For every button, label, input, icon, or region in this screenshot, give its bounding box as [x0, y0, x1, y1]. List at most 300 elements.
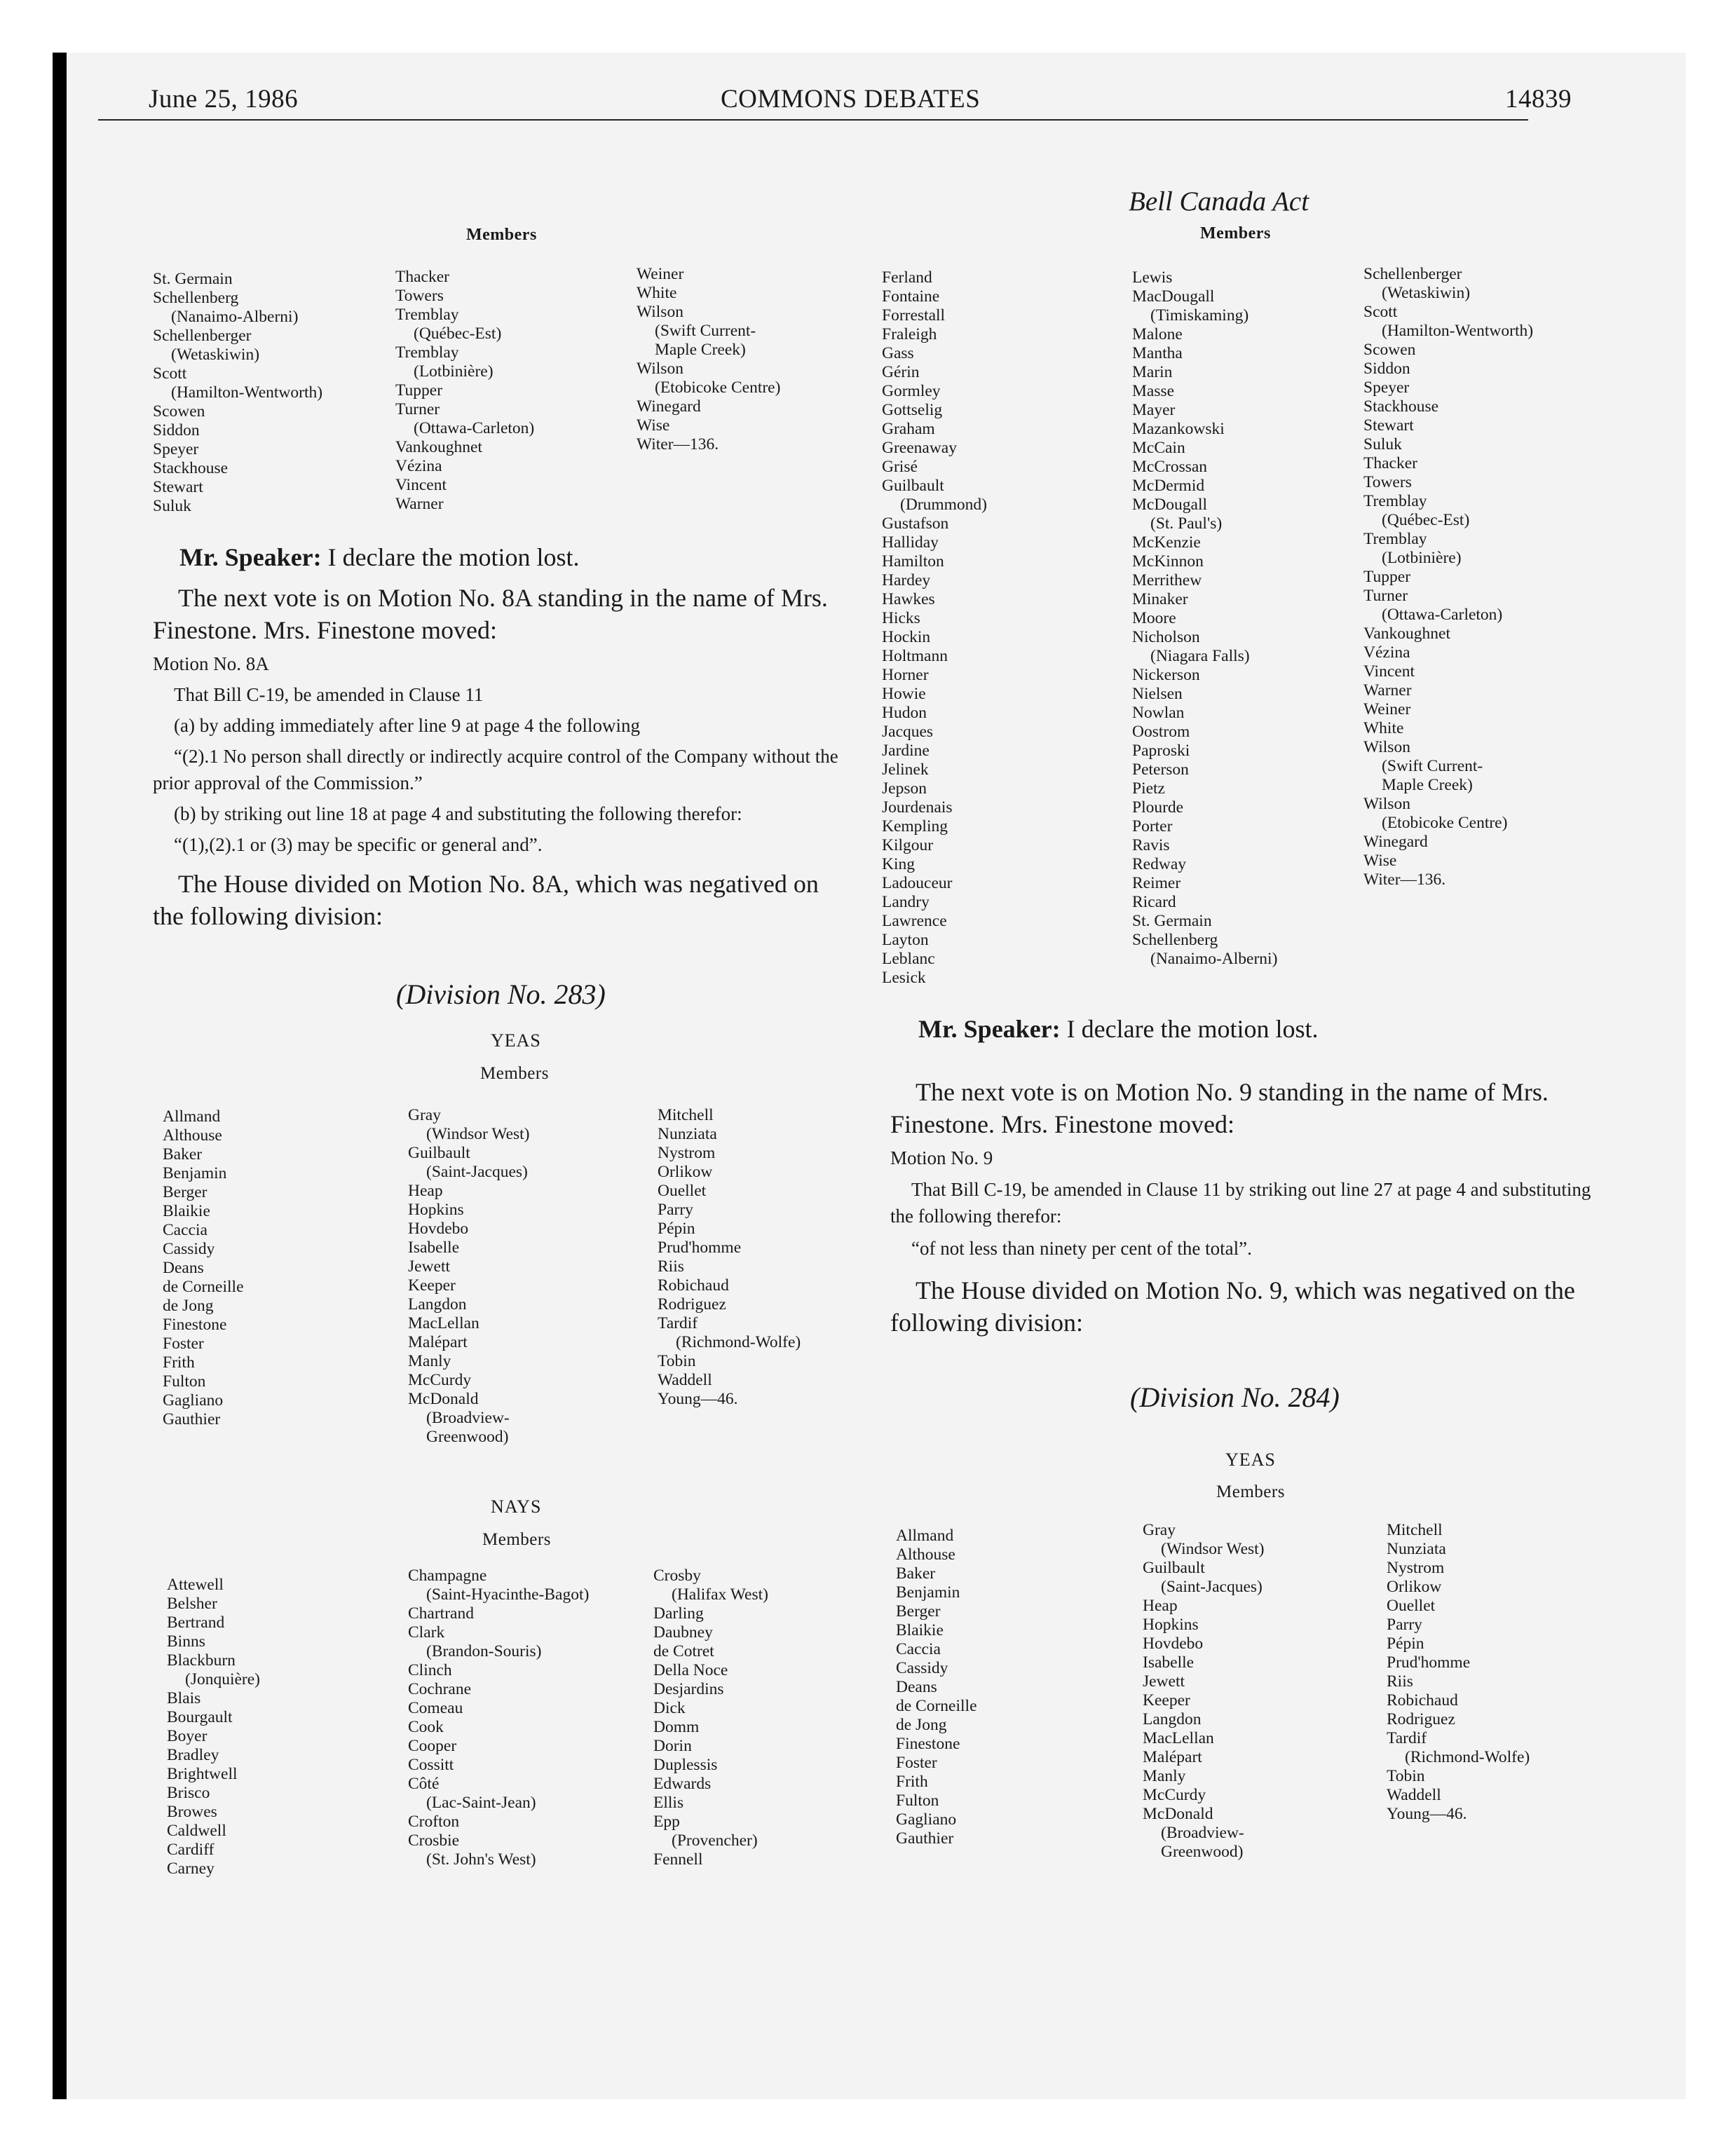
member-name: (Nanaimo-Alberni) — [1150, 950, 1278, 968]
member-name: Towers — [395, 287, 444, 305]
member-name: (Halifax West) — [672, 1585, 768, 1604]
member-name: McKenzie — [1132, 533, 1201, 552]
member-name: Cassidy — [896, 1659, 948, 1677]
member-name: Vézina — [1363, 643, 1410, 662]
motion-label: Motion No. 9 — [890, 1147, 993, 1168]
member-name: Holtmann — [882, 647, 948, 665]
member-name: (Lotbinière) — [414, 362, 494, 381]
member-name: Winegard — [1363, 833, 1428, 851]
member-name: Chartrand — [408, 1604, 474, 1623]
member-name: Ferland — [882, 268, 932, 287]
member-name: Leblanc — [882, 950, 935, 968]
member-name: McDonald — [1143, 1805, 1213, 1823]
member-name: de Jong — [896, 1716, 947, 1734]
member-name: Manly — [408, 1352, 451, 1370]
nays-heading: NAYS — [491, 1496, 542, 1517]
speaker-name: Mr. Speaker: — [179, 543, 322, 571]
header-publication: COMMONS DEBATES — [721, 85, 981, 114]
member-name: Nunziata — [658, 1125, 717, 1143]
member-name: McDermid — [1132, 477, 1205, 495]
member-name: Parry — [658, 1201, 693, 1219]
division-title: (Division No. 284) — [1130, 1381, 1340, 1413]
member-name: Deans — [163, 1259, 204, 1277]
member-name: Nunziata — [1387, 1540, 1446, 1558]
member-name: Malone — [1132, 325, 1183, 343]
member-name: Fulton — [163, 1372, 206, 1391]
member-name: Young—46. — [1387, 1805, 1467, 1823]
member-name: Warner — [395, 495, 444, 513]
member-name: Berger — [163, 1183, 207, 1201]
member-name: Mayer — [1132, 401, 1176, 419]
member-name: MacLellan — [408, 1314, 479, 1332]
member-name: Gagliano — [163, 1391, 224, 1410]
house-divided-paragraph: The House divided on Motion No. 8A, which was negatived on the following division: — [153, 870, 819, 930]
member-name: (Broadview- — [426, 1409, 510, 1427]
member-name: Darling — [653, 1604, 704, 1623]
member-name: Greenwood) — [426, 1428, 509, 1446]
member-name: Crosbie — [408, 1831, 460, 1850]
member-name: (Etobicoke Centre) — [655, 378, 781, 397]
member-name: Fulton — [896, 1792, 939, 1810]
member-name: Maple Creek) — [1382, 776, 1473, 794]
motion-quote: “(1),(2).1 or (3) may be specific or general and”. — [174, 834, 543, 855]
member-name: Witer—136. — [1363, 871, 1446, 889]
motion-label: Motion No. 8A — [153, 653, 269, 674]
member-name: (Ottawa-Carleton) — [414, 419, 535, 437]
members-label: Members — [466, 226, 537, 244]
member-name: Riis — [1387, 1672, 1413, 1691]
member-name: Clark — [408, 1623, 445, 1642]
member-name: Orlikow — [658, 1163, 713, 1181]
member-name: (Wetaskiwin) — [1382, 284, 1471, 302]
member-name: Jacques — [882, 723, 934, 741]
member-name: Nickerson — [1132, 666, 1200, 684]
member-name: Mazankowski — [1132, 420, 1225, 438]
member-name: Young—46. — [658, 1390, 738, 1408]
member-name: (Saint-Hyacinthe-Bagot) — [426, 1585, 590, 1604]
member-name: Turner — [395, 400, 440, 418]
member-name: Orlikow — [1387, 1578, 1442, 1596]
member-name: Masse — [1132, 382, 1175, 400]
member-name: Tobin — [658, 1352, 696, 1370]
member-name: Weiner — [1363, 700, 1411, 718]
member-name: Belsher — [167, 1595, 217, 1613]
member-name: Paproski — [1132, 742, 1190, 760]
member-name: Greenwood) — [1161, 1843, 1244, 1861]
member-name: Weiner — [637, 265, 684, 283]
motion-text: That Bill C-19, be amended in Clause 11 by striking out line 27 at page 4 and substituting the following therefor: — [890, 1179, 1591, 1227]
member-name: Suluk — [1363, 435, 1402, 453]
member-name: Tremblay — [395, 343, 459, 362]
member-name: Malépart — [1143, 1748, 1202, 1766]
member-name: (Saint-Jacques) — [1161, 1578, 1263, 1596]
member-name: Halliday — [882, 533, 939, 552]
member-name: Vankoughnet — [1363, 625, 1451, 643]
member-name: Vincent — [395, 476, 447, 494]
member-name: Carney — [167, 1860, 215, 1878]
members-label: Members — [480, 1064, 549, 1083]
member-name: (Provencher) — [672, 1831, 758, 1850]
name-column — [896, 1527, 977, 1848]
member-name: Hovdebo — [1143, 1635, 1204, 1653]
member-name: Bertrand — [167, 1613, 225, 1632]
member-name: Brightwell — [167, 1765, 238, 1783]
member-name: Reimer — [1132, 874, 1181, 892]
motion-text: (a) by adding immediately after line 9 at page 4 the following — [174, 715, 641, 736]
member-name: Finestone — [163, 1316, 227, 1334]
member-name: (Richmond-Wolfe) — [1405, 1748, 1530, 1766]
member-name: Jourdenais — [882, 798, 953, 817]
member-name: Dick — [653, 1699, 686, 1717]
member-name: Wilson — [637, 360, 683, 378]
header-page-number: 14839 — [1505, 85, 1572, 114]
member-name: Ellis — [653, 1794, 684, 1812]
member-name: Hicks — [882, 609, 920, 627]
member-name: Schellenberg — [1132, 931, 1218, 949]
member-name: Schellenberg — [153, 289, 239, 307]
member-name: Landry — [882, 893, 930, 911]
member-name: Stewart — [1363, 416, 1414, 435]
member-name: Waddell — [1387, 1786, 1441, 1804]
member-name: Robichaud — [658, 1276, 729, 1295]
member-name: (Broadview- — [1161, 1824, 1244, 1842]
name-column — [1132, 268, 1277, 969]
member-name: Witer—136. — [637, 435, 719, 453]
member-name: Fennell — [653, 1850, 703, 1869]
member-name: MacLellan — [1143, 1729, 1214, 1747]
member-name: Langdon — [1143, 1710, 1202, 1728]
member-name: Peterson — [1132, 760, 1189, 779]
member-name: Minaker — [1132, 590, 1188, 608]
member-name: (Windsor West) — [1161, 1540, 1265, 1558]
member-name: Browes — [167, 1803, 217, 1821]
member-name: Champagne — [408, 1567, 487, 1585]
member-name: Mitchell — [1387, 1521, 1443, 1539]
members-label: Members — [1216, 1482, 1285, 1501]
member-name: Jepson — [882, 779, 927, 798]
member-name: Vankoughnet — [395, 438, 483, 456]
member-name: Wilson — [637, 303, 683, 321]
member-name: Gauthier — [163, 1410, 221, 1428]
member-name: (Timiskaming) — [1150, 306, 1249, 325]
member-name: Domm — [653, 1718, 700, 1736]
member-name: Althouse — [896, 1546, 955, 1564]
member-name: Ricard — [1132, 893, 1176, 911]
member-name: Hopkins — [408, 1201, 464, 1219]
member-name: Côté — [408, 1775, 440, 1793]
member-name: Epp — [653, 1813, 680, 1831]
member-name: Warner — [1363, 681, 1412, 700]
member-name: (Lac-Saint-Jean) — [426, 1794, 536, 1812]
name-column — [882, 268, 987, 988]
member-name: Tupper — [1363, 568, 1411, 586]
member-name: (St. John's West) — [426, 1850, 536, 1869]
member-name: Wise — [1363, 852, 1397, 870]
member-name: Kempling — [882, 817, 948, 835]
member-name: Towers — [1363, 473, 1412, 491]
member-name: Gray — [1143, 1521, 1176, 1539]
motion-text: (b) by striking out line 18 at page 4 and substituting the following therefor: — [174, 803, 742, 824]
member-name: (Lotbinière) — [1382, 549, 1462, 567]
name-column — [653, 1567, 768, 1869]
division-title: (Division No. 283) — [396, 978, 606, 1010]
member-name: Thacker — [395, 268, 449, 286]
name-column — [153, 270, 322, 516]
section-title: Bell Canada Act — [1129, 186, 1309, 217]
yeas-heading: YEAS — [491, 1030, 541, 1051]
member-name: Edwards — [653, 1775, 712, 1793]
member-name: Isabelle — [1143, 1653, 1195, 1672]
member-name: Guilbault — [882, 477, 944, 495]
member-name: Fraleigh — [882, 325, 937, 343]
member-name: Finestone — [896, 1735, 960, 1753]
member-name: Grisé — [882, 458, 918, 476]
member-name: Blaikie — [896, 1621, 944, 1639]
member-name: McDonald — [408, 1390, 479, 1408]
member-name: Ouellet — [1387, 1597, 1436, 1615]
motion-quote: “of not less than ninety per cent of the total”. — [911, 1238, 1252, 1259]
member-name: Winegard — [637, 397, 701, 416]
member-name: (Hamilton-Wentworth) — [1382, 322, 1534, 340]
member-name: Horner — [882, 666, 929, 684]
member-name: Berger — [896, 1602, 941, 1621]
member-name: Howie — [882, 685, 926, 703]
member-name: Hardey — [882, 571, 931, 589]
member-name: Stackhouse — [153, 459, 229, 477]
member-name: Keeper — [1143, 1691, 1190, 1710]
member-name: Cooper — [408, 1737, 457, 1755]
member-name: Heap — [1143, 1597, 1178, 1615]
member-name: Layton — [882, 931, 929, 949]
header-rule — [98, 119, 1528, 121]
member-name: Crofton — [408, 1813, 460, 1831]
member-name: Speyer — [1363, 378, 1410, 397]
member-name: Althouse — [163, 1126, 222, 1145]
member-name: (Swift Current- — [655, 322, 756, 340]
member-name: St. Germain — [153, 270, 233, 288]
member-name: (Ottawa-Carleton) — [1382, 606, 1503, 624]
name-column — [637, 265, 780, 454]
member-name: Thacker — [1363, 454, 1417, 472]
member-name: Cardiff — [167, 1841, 215, 1859]
speaker-text: I declare the motion lost. — [1066, 1015, 1319, 1043]
member-name: Lewis — [1132, 268, 1173, 287]
member-name: Cassidy — [163, 1240, 215, 1258]
member-name: (Etobicoke Centre) — [1382, 814, 1508, 832]
member-name: Cochrane — [408, 1680, 472, 1698]
member-name: Clinch — [408, 1661, 452, 1679]
member-name: Ravis — [1132, 836, 1170, 854]
name-column — [167, 1576, 260, 1878]
member-name: Robichaud — [1387, 1691, 1458, 1710]
member-name: Benjamin — [896, 1583, 960, 1602]
member-name: Deans — [896, 1678, 937, 1696]
member-name: Cossitt — [408, 1756, 454, 1774]
member-name: St. Germain — [1132, 912, 1212, 930]
member-name: Suluk — [153, 497, 191, 515]
name-column — [1387, 1521, 1530, 1824]
member-name: Ouellet — [658, 1182, 707, 1200]
member-name: Speyer — [153, 440, 199, 458]
member-name: Gustafson — [882, 514, 949, 533]
member-name: Tardif — [1387, 1729, 1427, 1747]
member-name: Binns — [167, 1632, 205, 1651]
member-name: Siddon — [153, 421, 200, 439]
name-column — [163, 1107, 244, 1429]
member-name: Pépin — [1387, 1635, 1424, 1653]
member-name: Tremblay — [1363, 492, 1427, 510]
member-name: Guilbault — [408, 1144, 470, 1162]
member-name: (Québec-Est) — [1382, 511, 1470, 529]
name-column — [408, 1567, 589, 1869]
member-name: Hamilton — [882, 552, 944, 571]
member-name: Scott — [153, 364, 187, 383]
header-date: June 25, 1986 — [149, 85, 299, 114]
member-name: Nielsen — [1132, 685, 1183, 703]
motion-text: That Bill C-19, be amended in Clause 11 — [174, 684, 484, 705]
member-name: Parry — [1387, 1616, 1422, 1634]
member-name: Daubney — [653, 1623, 713, 1642]
member-name: Scott — [1363, 303, 1398, 321]
member-name: Schellenberger — [1363, 265, 1462, 283]
member-name: Jewett — [408, 1257, 451, 1276]
member-name: Gass — [882, 344, 914, 362]
member-name: Nystrom — [658, 1144, 716, 1162]
member-name: Allmand — [163, 1107, 221, 1126]
members-label: Members — [482, 1530, 551, 1549]
member-name: Bourgault — [167, 1708, 233, 1726]
name-column — [408, 1106, 530, 1447]
member-name: (Drummond) — [900, 496, 988, 514]
member-name: McCrossan — [1132, 458, 1208, 476]
member-name: Caldwell — [167, 1822, 226, 1840]
member-name: Comeau — [408, 1699, 463, 1717]
member-name: (Swift Current- — [1382, 757, 1483, 775]
member-name: McCain — [1132, 439, 1185, 457]
member-name: Blackburn — [167, 1651, 236, 1670]
member-name: Marin — [1132, 363, 1173, 381]
member-name: Frith — [896, 1773, 928, 1791]
member-name: White — [1363, 719, 1404, 737]
name-column — [658, 1106, 801, 1409]
member-name: Tremblay — [1363, 530, 1427, 548]
member-name: de Corneille — [163, 1278, 244, 1296]
member-name: Allmand — [896, 1527, 954, 1545]
member-name: Porter — [1132, 817, 1173, 835]
member-name: Plourde — [1132, 798, 1184, 817]
member-name: Mitchell — [658, 1106, 714, 1124]
member-name: Prud'homme — [658, 1239, 742, 1257]
member-name: Jardine — [882, 742, 930, 760]
name-column — [1143, 1521, 1265, 1862]
member-name: Hopkins — [1143, 1616, 1199, 1634]
member-name: Jelinek — [882, 760, 929, 779]
member-name: King — [882, 855, 915, 873]
member-name: Nicholson — [1132, 628, 1200, 646]
motion-quote: “(2).1 No person shall directly or indirectly acquire control of the Company without the prior approval of the Commission.” — [153, 746, 838, 793]
member-name: Foster — [163, 1335, 204, 1353]
member-name: Caccia — [896, 1640, 941, 1658]
member-name: Siddon — [1363, 360, 1410, 378]
member-name: Brisco — [167, 1784, 210, 1802]
member-name: McKinnon — [1132, 552, 1204, 571]
member-name: Gauthier — [896, 1829, 954, 1848]
member-name: Prud'homme — [1387, 1653, 1471, 1672]
member-name: (St. Paul's) — [1150, 514, 1223, 533]
member-name: Graham — [882, 420, 935, 438]
member-name: Keeper — [408, 1276, 456, 1295]
member-name: Wilson — [1363, 795, 1410, 813]
member-name: Rodriguez — [658, 1295, 726, 1314]
member-name: (Jonquière) — [185, 1670, 261, 1688]
member-name: Merrithew — [1132, 571, 1202, 589]
member-name: Manly — [1143, 1767, 1186, 1785]
next-vote-paragraph: The next vote is on Motion No. 8A standing in the name of Mrs. Finestone. Mrs. Finestone moved: — [153, 584, 828, 644]
member-name: Gottselig — [882, 401, 943, 419]
speaker-text: I declare the motion lost. — [327, 543, 580, 571]
member-name: McDougall — [1132, 496, 1208, 514]
member-name: Frith — [163, 1353, 195, 1372]
member-name: (Niagara Falls) — [1150, 647, 1250, 665]
house-divided-paragraph: The House divided on Motion No. 9, which was negatived on the following division: — [890, 1276, 1575, 1337]
member-name: Lawrence — [882, 912, 947, 930]
speaker-name: Mr. Speaker: — [918, 1015, 1061, 1043]
member-name: Hudon — [882, 704, 927, 722]
member-name: Crosby — [653, 1567, 701, 1585]
member-name: Jewett — [1143, 1672, 1185, 1691]
member-name: Scowen — [153, 402, 205, 421]
member-name: de Cotret — [653, 1642, 714, 1660]
member-name: Hawkes — [882, 590, 935, 608]
member-name: Pietz — [1132, 779, 1165, 798]
member-name: Waddell — [658, 1371, 712, 1389]
member-name: Langdon — [408, 1295, 467, 1314]
member-name: Heap — [408, 1182, 443, 1200]
member-name: de Jong — [163, 1297, 214, 1315]
member-name: Dorin — [653, 1737, 692, 1755]
member-name: (Saint-Jacques) — [426, 1163, 528, 1181]
member-name: Blaikie — [163, 1202, 210, 1220]
speaker-statement — [918, 1014, 1319, 1044]
member-name: Moore — [1132, 609, 1176, 627]
member-name: Gormley — [882, 382, 941, 400]
member-name: Benjamin — [163, 1164, 227, 1182]
member-name: Baker — [896, 1564, 936, 1583]
member-name: Bradley — [167, 1746, 219, 1764]
member-name: de Corneille — [896, 1697, 977, 1715]
member-name: MacDougall — [1132, 287, 1215, 306]
member-name: (Nanaimo-Alberni) — [171, 308, 299, 326]
member-name: Tremblay — [395, 306, 459, 324]
member-name: Nowlan — [1132, 704, 1185, 722]
member-name: Hockin — [882, 628, 931, 646]
member-name: Della Noce — [653, 1661, 728, 1679]
speaker-statement — [179, 543, 580, 572]
member-name: Maple Creek) — [655, 341, 746, 359]
member-name: (Wetaskiwin) — [171, 346, 260, 364]
member-name: Wise — [637, 416, 670, 435]
members-label: Members — [1200, 224, 1271, 243]
member-name: Duplessis — [653, 1756, 718, 1774]
member-name: Oostrom — [1132, 723, 1190, 741]
member-name: (Windsor West) — [426, 1125, 530, 1143]
member-name: Scowen — [1363, 341, 1416, 359]
member-name: Rodriguez — [1387, 1710, 1455, 1728]
member-name: Riis — [658, 1257, 684, 1276]
member-name: Wilson — [1363, 738, 1410, 756]
member-name: Mantha — [1132, 344, 1183, 362]
member-name: Blais — [167, 1689, 201, 1707]
